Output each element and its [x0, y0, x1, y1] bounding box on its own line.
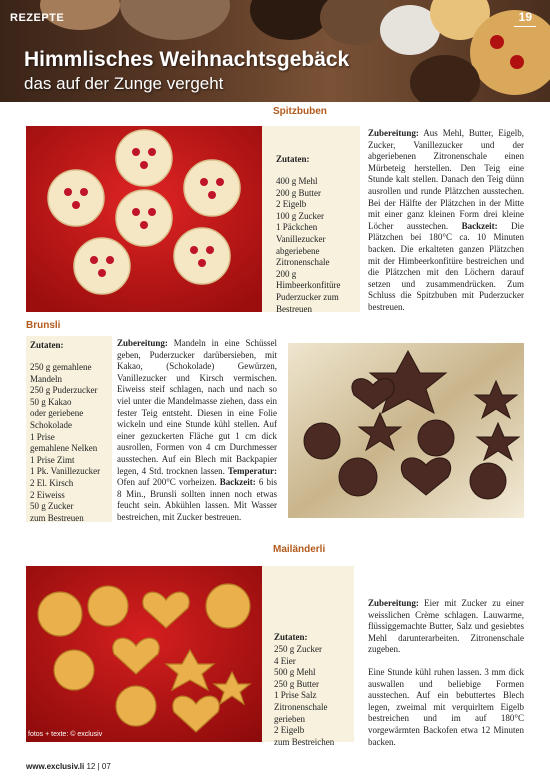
- photo-credit: fotos + texte: © exclusiv: [28, 731, 103, 738]
- page-number-underline: [514, 26, 536, 27]
- ingredient: 400 g Mehl: [276, 176, 318, 186]
- recipe-title-spitzbuben: Spitzbuben: [273, 106, 327, 117]
- ingredient: zum Bestreuen: [30, 512, 84, 523]
- recipe-title-mailaenderli: Mailänderli: [273, 544, 326, 555]
- brunsli-ingredients-panel: [26, 336, 112, 522]
- mailaenderli-zubereitung-text: Eier mit Zucker zu einer weisslichen Crème schlagen. Lauwarme, flüssiggemachte Butter, Salz und gesiebtes Mehl darunterarbeiten. Zitronenschale zugeben.: [368, 598, 525, 655]
- mailaenderli-ingredients-panel: [262, 566, 354, 747]
- ingredient: 50 g Kakao: [30, 396, 72, 407]
- ingredient: abgeriebene: [276, 245, 320, 256]
- mailaenderli-instructions: [368, 598, 524, 748]
- mailaenderli-zubereitung-text-2: Eine Stunde kühl ruhen lassen. 3 mm dick auswallen und beliebige Formen ausstechen. Auf ein bebuttertes Blech legen, zweimal mit verquirltem Eigelb bestreichen und im auf 180°C vorgewärmten Backofen etwa 12 Minuten backen.: [368, 666, 524, 747]
- footer-issue: 12 | 07: [86, 762, 111, 771]
- ingredient: 1 Päckchen: [276, 222, 318, 233]
- spitzbuben-ingredients-panel: [262, 126, 360, 312]
- ingredient: 250 g gemahlene: [30, 362, 92, 372]
- ingredient: Schokolade: [30, 419, 72, 430]
- ingredient: 4 Eier: [274, 655, 296, 666]
- footer-site-link[interactable]: www.exclusiv.li: [26, 762, 85, 771]
- ingredient: oder geriebene: [30, 408, 84, 419]
- spitzbuben-backzeit-text: Die Plätzchen bei 180°C ca. 10 Minuten backen. Die erkalteten ganzen Plätzchen mit der Himbeerkonfitüre bestreichen und die Plätzchen mit den Löchern darauf setzen und zusammendrücken. Zum Schluss die Spitzbuben mit Puderzucker bestreuen.: [368, 220, 525, 312]
- brunsli-zutaten-label: Zutaten:: [30, 340, 64, 350]
- mailaenderli-photo: [26, 566, 262, 742]
- brunsli-backzeit-text: 6 bis 8 Min., Brunsli sollten innen noch etwas feucht sein. Abkühlen lassen. Mit Wasser bestreichen, mit Zucker bestreuen.: [117, 477, 277, 522]
- ingredient: Zitronenschale: [274, 701, 328, 712]
- brunsli-backzeit-label: Backzeit:: [219, 477, 256, 488]
- mailaenderli-zutaten-label: Zutaten:: [274, 632, 308, 642]
- spitzbuben-zubereitung-label: Zubereitung:: [368, 128, 419, 138]
- ingredient: 2 Eigelb: [274, 725, 305, 736]
- ingredient: Vanillezucker: [276, 233, 326, 244]
- brunsli-instructions: [117, 338, 277, 524]
- ingredient: 2 El. Kirsch: [30, 477, 74, 488]
- ingredient: 250 g Puderzucker: [30, 385, 98, 396]
- ingredient: 2 Eiweiss: [30, 489, 65, 500]
- page-subtitle: das auf der Zunge vergeht: [24, 74, 224, 93]
- ingredient: 200 g: [276, 268, 297, 279]
- recipe-title-brunsli: Brunsli: [26, 320, 61, 331]
- spitzbuben-zutaten-label: Zutaten:: [276, 154, 310, 164]
- page-number: 19: [518, 10, 532, 24]
- ingredient: 1 Prise Salz: [274, 690, 317, 701]
- ingredient: 200 g Butter: [276, 187, 321, 198]
- ingredient: 250 g Butter: [274, 678, 319, 689]
- ingredient: 250 g Zucker: [274, 644, 322, 654]
- ingredient: 500 g Mehl: [274, 667, 316, 678]
- spitzbuben-photo: [26, 126, 262, 312]
- spitzbuben-ingredient-list: [276, 176, 358, 315]
- ingredient: gerieben: [274, 713, 305, 724]
- brunsli-cookies-graphic: [288, 343, 524, 518]
- spitzbuben-instructions: [368, 128, 524, 314]
- ingredient: zum Bestreichen: [274, 736, 335, 747]
- mailaenderli-ingredient-list: [274, 644, 354, 748]
- ingredient: Bestreuen: [276, 303, 312, 314]
- ingredient: 2 Eigelb: [276, 199, 307, 210]
- page-title: Himmlisches Weihnachtsgebäck: [24, 48, 350, 71]
- spitzbuben-zubereitung-text: Aus Mehl, Butter, Eigelb, Zucker, Vanillezucker und der abgeriebenen Zitronenschale einen Mürbeteig herstellen. Den Teig eine Stunde kalt stellen. Danach den Teig dünn ausrollen und runde Plätzchen ausstechen. Bei der Hälfte der Plätzchen in der Mitte mit einer ganz kleinen Form drei kleine Löcher ausstechen.: [368, 128, 524, 231]
- ingredient: Zitronenschale: [276, 257, 330, 268]
- brunsli-temperatur-label: Temperatur:: [227, 465, 277, 476]
- ingredient: 1 Prise: [30, 431, 55, 442]
- mailaenderli-zubereitung-label: Zubereitung:: [368, 598, 419, 608]
- ingredient: Mandeln: [30, 373, 62, 384]
- footer: [26, 762, 111, 771]
- ingredient: 1 Prise Zimt: [30, 454, 75, 465]
- brunsli-ingredient-list: [30, 362, 114, 524]
- spitzbuben-cookies-graphic: [26, 126, 262, 312]
- ingredient: 100 g Zucker: [276, 210, 324, 221]
- ingredient: Puderzucker zum: [276, 291, 339, 302]
- brunsli-zubereitung-text: Mandeln in eine Schüssel geben, Puderzucker darübersieben, mit Kakao, (Schokolade) Gewürzen, Vanillezucker und Kirsch vermischen. Eiweiss steif schlagen, nach und nach so viel unter die Mandelmasse ziehen, dass ein fester Teig entsteht. Diesen in eine Folie wickeln und eine Stunde kühl stellen. Auf einer gezuckerten Fläche gut 1 cm dick ausrollen, Formen von 4 cm Durchmesser ausstechen. Auf ein Blech mit Backpapier legen, 4 Std. trocknen lassen.: [117, 338, 278, 476]
- mailaenderli-cookies-graphic: [26, 566, 262, 742]
- brunsli-temperatur-text: Ofen auf 200°C vorheizen.: [117, 477, 217, 488]
- ingredient: Himbeerkonfitüre: [276, 280, 341, 291]
- brunsli-zubereitung-label: Zubereitung:: [117, 338, 168, 348]
- ingredient: gemahlene Nelken: [30, 443, 98, 454]
- ingredient: 50 g Zucker: [30, 501, 74, 512]
- section-label: REZEPTE: [10, 12, 65, 24]
- ingredient: 1 Pk. Vanillezucker: [30, 466, 101, 477]
- spitzbuben-backzeit-label: Backzeit:: [461, 220, 498, 231]
- brunsli-photo: [288, 343, 524, 518]
